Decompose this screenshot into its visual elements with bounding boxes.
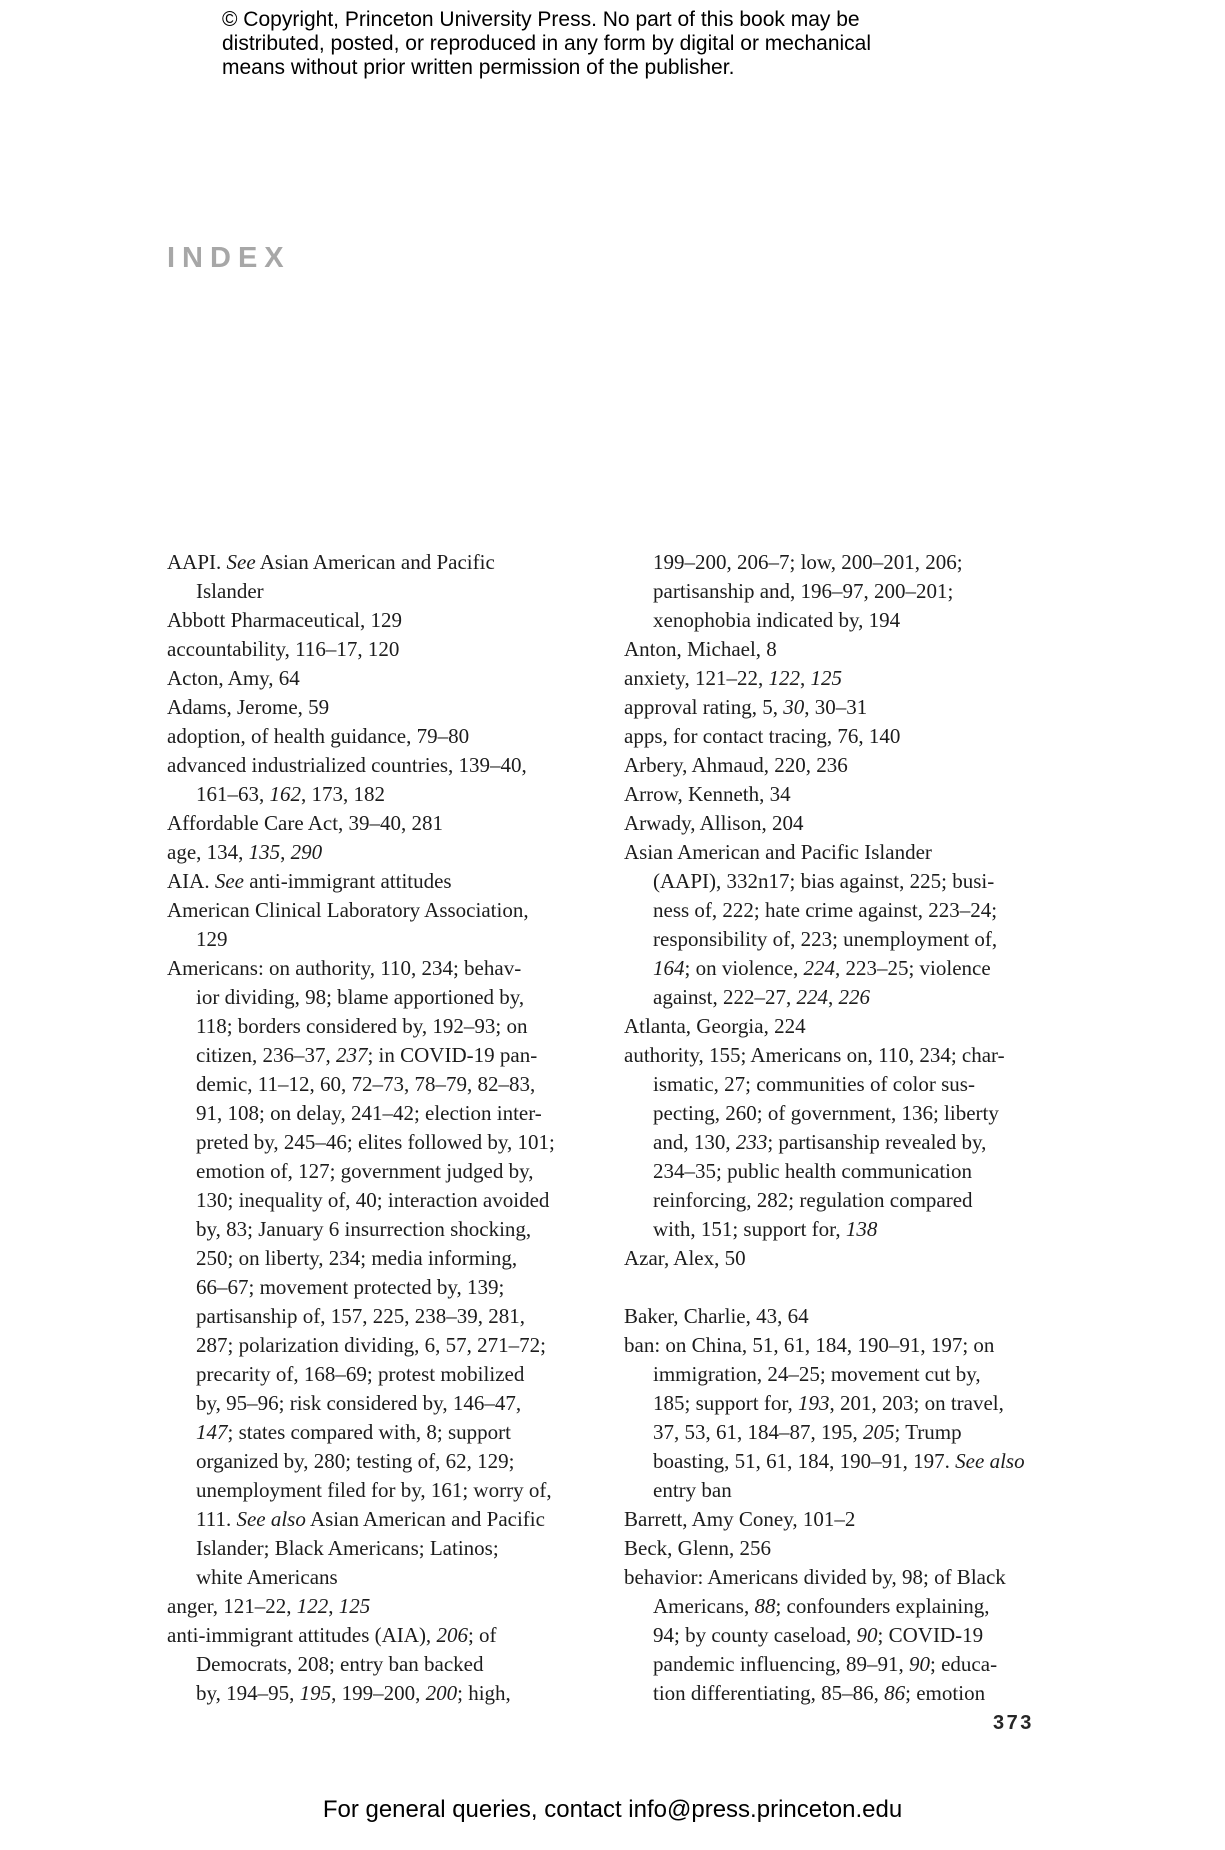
- index-line: and, 130, 233; partisanship revealed by,: [653, 1130, 987, 1154]
- index-line: with, 151; support for, 138: [653, 1217, 878, 1241]
- index-line: against, 222–27, 224, 226: [653, 985, 870, 1009]
- copyright-line: distributed, posted, or reproduced in any form by digital or mechanical: [222, 32, 872, 55]
- index-line: Arrow, Kenneth, 34: [624, 782, 791, 806]
- index-line: 185; support for, 193, 201, 203; on travel,: [653, 1391, 1004, 1415]
- index-line: anxiety, 121–22, 122, 125: [624, 666, 842, 690]
- index-line: Americans: on authority, 110, 234; behav-: [167, 956, 522, 980]
- index-line: ismatic, 27; communities of color sus-: [653, 1072, 975, 1096]
- index-line: Beck, Glenn, 256: [624, 1536, 771, 1560]
- index-line: (AAPI), 332n17; bias against, 225; busi-: [653, 869, 995, 893]
- index-line: unemployment filed for by, 161; worry of,: [196, 1478, 552, 1502]
- index-line-blank: [624, 1273, 1064, 1302]
- index-line: approval rating, 5, 30, 30–31: [624, 695, 868, 719]
- index-column-right: [624, 548, 1064, 1708]
- copyright-notice: [222, 8, 871, 80]
- index-line: age, 134, 135, 290: [167, 840, 323, 864]
- index-line: 118; borders considered by, 192–93; on: [196, 1014, 528, 1038]
- copyright-line: © Copyright, Princeton University Press. No part of this book may be: [222, 8, 860, 31]
- index-line: 161–63, 162, 173, 182: [196, 782, 385, 806]
- index-line: by, 194–95, 195, 199–200, 200; high,: [196, 1681, 511, 1705]
- index-line: immigration, 24–25; movement cut by,: [653, 1362, 981, 1386]
- index-line: tion differentiating, 85–86, 86; emotion: [653, 1681, 986, 1705]
- index-line: Atlanta, Georgia, 224: [624, 1014, 806, 1038]
- index-line: partisanship and, 196–97, 200–201;: [653, 579, 954, 603]
- index-line: 250; on liberty, 234; media informing,: [196, 1246, 518, 1270]
- index-line: reinforcing, 282; regulation compared: [653, 1188, 973, 1212]
- index-line: by, 95–96; risk considered by, 146–47,: [196, 1391, 522, 1415]
- index-line: anti-immigrant attitudes (AIA), 206; of: [167, 1623, 497, 1647]
- index-line: pecting, 260; of government, 136; liberty: [653, 1101, 999, 1125]
- index-line: Acton, Amy, 64: [167, 666, 300, 690]
- index-line: entry ban: [653, 1478, 732, 1502]
- index-line: demic, 11–12, 60, 72–73, 78–79, 82–83,: [196, 1072, 536, 1096]
- index-line: 234–35; public health communication: [653, 1159, 973, 1183]
- index-line: AAPI. See Asian American and Pacific: [167, 550, 495, 574]
- footer-contact: For general queries, contact info@press.princeton.edu: [322, 1796, 903, 1823]
- index-line: boasting, 51, 61, 184, 190–91, 197. See also: [653, 1449, 1025, 1473]
- index-line: 147; states compared with, 8; support: [196, 1420, 511, 1444]
- index-line: advanced industrialized countries, 139–40,: [167, 753, 527, 777]
- index-line: 111. See also Asian American and Pacific: [196, 1507, 545, 1531]
- index-line: partisanship of, 157, 225, 238–39, 281,: [196, 1304, 525, 1328]
- page-number: 373: [993, 1712, 1034, 1734]
- index-line: Abbott Pharmaceutical, 129: [167, 608, 403, 632]
- index-line: 66–67; movement protected by, 139;: [196, 1275, 505, 1299]
- index-line: by, 83; January 6 insurrection shocking,: [196, 1217, 532, 1241]
- index-line: 130; inequality of, 40; interaction avoided: [196, 1188, 550, 1212]
- index-line: Islander: [196, 579, 264, 603]
- index-line: citizen, 236–37, 237; in COVID-19 pan-: [196, 1043, 538, 1067]
- index-line: adoption, of health guidance, 79–80: [167, 724, 470, 748]
- index-line: AIA. See anti-immigrant attitudes: [167, 869, 452, 893]
- index-line: 129: [196, 927, 228, 951]
- index-line: emotion of, 127; government judged by,: [196, 1159, 534, 1183]
- index-line: 164; on violence, 224, 223–25; violence: [653, 956, 991, 980]
- index-line: Arbery, Ahmaud, 220, 236: [624, 753, 848, 777]
- index-line: Anton, Michael, 8: [624, 637, 777, 661]
- index-line: 37, 53, 61, 184–87, 195, 205; Trump: [653, 1420, 962, 1444]
- index-line: Arwady, Allison, 204: [624, 811, 804, 835]
- index-line: Democrats, 208; entry ban backed: [196, 1652, 484, 1676]
- index-line: Azar, Alex, 50: [624, 1246, 746, 1270]
- index-line: Asian American and Pacific Islander: [624, 840, 932, 864]
- index-line: accountability, 116–17, 120: [167, 637, 400, 661]
- index-line: responsibility of, 223; unemployment of,: [653, 927, 998, 951]
- index-line: Adams, Jerome, 59: [167, 695, 330, 719]
- index-line: authority, 155; Americans on, 110, 234; char-: [624, 1043, 1005, 1067]
- index-line: Barrett, Amy Coney, 101–2: [624, 1507, 856, 1531]
- index-line: xenophobia indicated by, 194: [653, 608, 901, 632]
- index-line: 94; by county caseload, 90; COVID-19: [653, 1623, 984, 1647]
- index-line: ban: on China, 51, 61, 184, 190–91, 197; on: [624, 1333, 995, 1357]
- copyright-line: means without prior written permission of the publisher.: [222, 56, 735, 79]
- index-line: preted by, 245–46; elites followed by, 101;: [196, 1130, 555, 1154]
- index-line: American Clinical Laboratory Association,: [167, 898, 529, 922]
- index-line: Islander; Black Americans; Latinos;: [196, 1536, 499, 1560]
- index-line: pandemic influencing, 89–91, 90; educa-: [653, 1652, 998, 1676]
- index-line: precarity of, 168–69; protest mobilized: [196, 1362, 525, 1386]
- index-line: 91, 108; on delay, 241–42; election inter-: [196, 1101, 542, 1125]
- index-line: white Americans: [196, 1565, 338, 1589]
- page-title: INDEX: [167, 242, 291, 274]
- index-line: Americans, 88; confounders explaining,: [653, 1594, 990, 1618]
- index-column-left: [167, 548, 587, 1708]
- index-line: apps, for contact tracing, 76, 140: [624, 724, 901, 748]
- index-line: organized by, 280; testing of, 62, 129;: [196, 1449, 515, 1473]
- index-line: Affordable Care Act, 39–40, 281: [167, 811, 444, 835]
- index-line: ior dividing, 98; blame apportioned by,: [196, 985, 525, 1009]
- index-line: ness of, 222; hate crime against, 223–24;: [653, 898, 998, 922]
- index-line: Baker, Charlie, 43, 64: [624, 1304, 809, 1328]
- index-line: anger, 121–22, 122, 125: [167, 1594, 371, 1618]
- index-line: 287; polarization dividing, 6, 57, 271–72;: [196, 1333, 546, 1357]
- index-line: behavior: Americans divided by, 98; of Black: [624, 1565, 1006, 1589]
- index-line: 199–200, 206–7; low, 200–201, 206;: [653, 550, 963, 574]
